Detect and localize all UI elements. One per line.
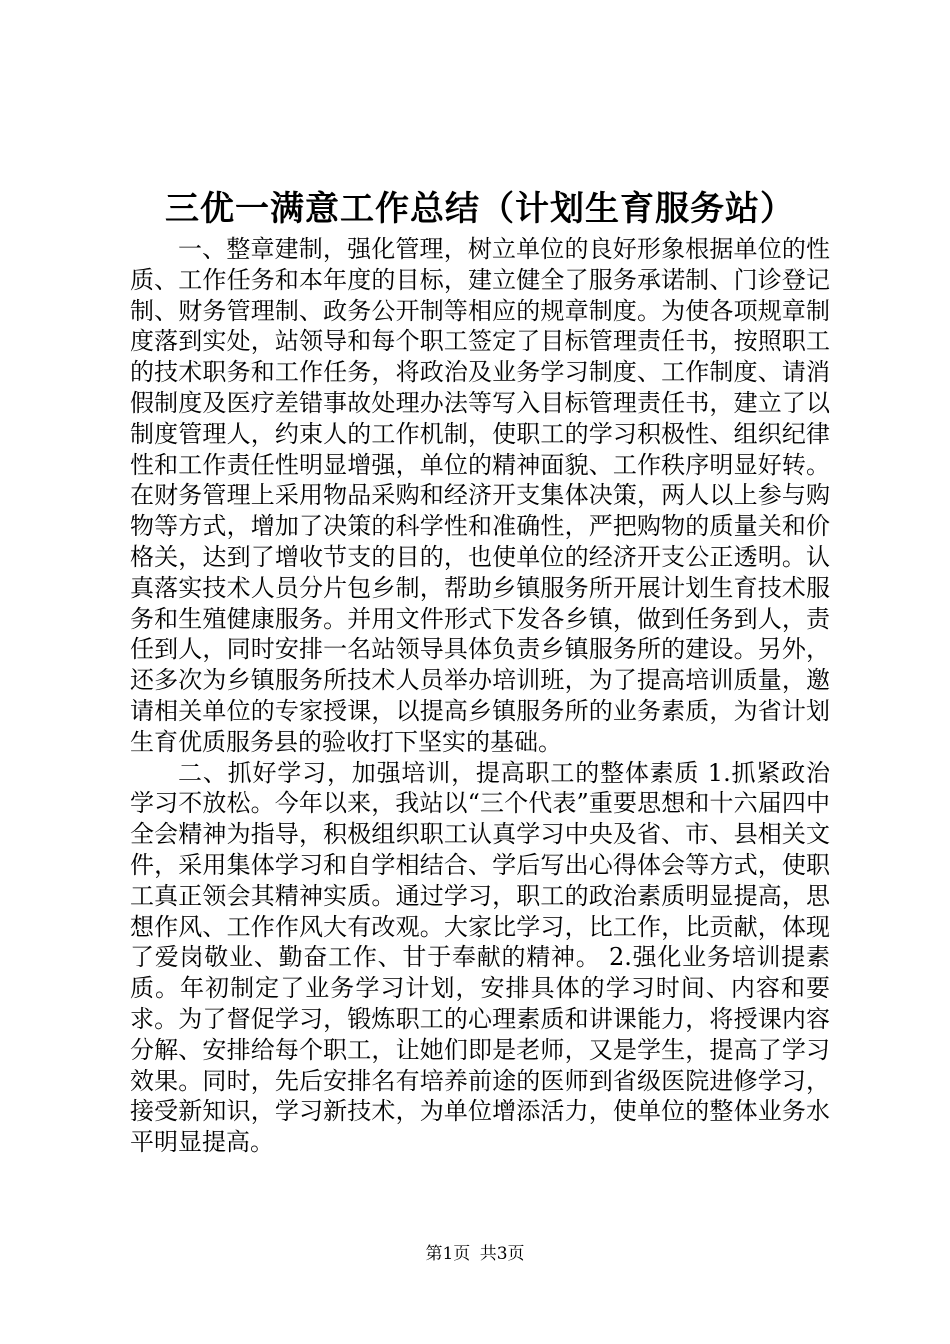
paragraph-1: 一、整章建制，强化管理，树立单位的良好形象根据单位的性质、工作任务和本年度的目标，建立健全了服务承诺制、门诊登记制、财务管理制、政务公开制等相应的规章制度。为使各项规章制度落到实处，站领导和每个职工签定了目标管理责任书，按照职工的技术职务和工作任务，将政治及业务学习制度、工作制度、请消假制度及医疗差错事故处理办法等写入目标管理责任书，建立了以制度管理人，约束人的工作机制，使职工的学习积极性、组织纪律性和工作责任性明显增强，单位的精神面貌、工作秩序明显好转。在财务管理上采用物品采购和经济开支集体决策，两人以上参与购物等方式，增加了决策的科学性和准确性，严把购物的质量关和价格关，达到了增收节支的目的，也使单位的经济开支公正透明。认真落实技术人员分片包乡制，帮助乡镇服务所开展计划生育技术服务和生殖健康服务。并用文件形式下发各乡镇，做到任务到人，责任到人，同时安排一名站领导具体负责乡镇服务所的建设。另外，还多次为乡镇服务所技术人员举办培训班，为了提高培训质量，邀请相关单位的专家授课，以提高乡镇服务所的业务素质，为省计划生育优质服务县的验收打下坚实的基础。 — [130, 235, 830, 756]
page-footer — [0, 1242, 950, 1266]
page-number: 第1页 — [425, 1244, 471, 1264]
paragraph-2: 二、抓好学习，加强培训，提高职工的整体素质 1.抓紧政治学习不放松。今年以来，我站以“三个代表”重要思想和十六届四中全会精神为指导，积极组织职工认真学习中央及省、市、县相关文件，采用集体学习和自学相结合、学后写出心得体会等方式，使职工真正领会其精神实质。通过学习，职工的政治素质明显提高，思想作风、工作作风大有改观。大家比学习，比工作，比贡献，体现了爱岗敬业、勤奋工作、甘于奉献的精神。 2.强化业务培训提素质。年初制定了业务学习计划，安排具体的学习时间、内容和要求。为了督促学习，锻炼职工的心理素质和讲课能力，将授课内容分解、安排给每个职工，让她们即是老师，又是学生，提高了学习效果。同时，先后安排名有培养前途的医师到省级医院进修学习，接受新知识，学习新技术，为单位增添活力，使单位的整体业务水平明显提高。 — [130, 758, 830, 1157]
document-title: 三优一满意工作总结（计划生育服务站） — [165, 189, 795, 229]
page-total: 共3页 — [479, 1244, 525, 1264]
document-body — [130, 234, 830, 1158]
